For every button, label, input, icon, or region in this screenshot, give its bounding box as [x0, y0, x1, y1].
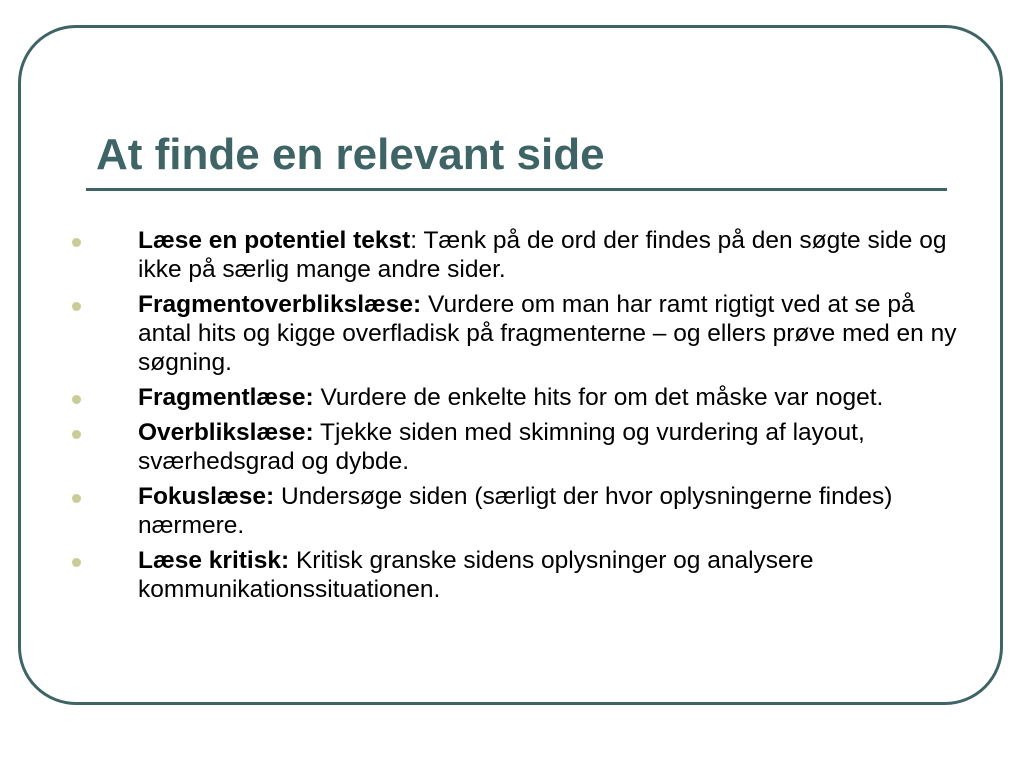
bullet-dot-icon [72, 395, 81, 404]
bullet-list [70, 226, 970, 610]
bullet-dot-icon [72, 558, 81, 567]
bullet-term: Fragmentlæse: [138, 384, 314, 411]
bullet-dot-icon [72, 238, 81, 247]
bullet-text: Vurdere om man har ramt rigtigt ved at se på antal hits og kigge overfladisk på fragmenterne – og ellers prøve med en ny søgning. [138, 291, 957, 376]
slide-title: At finde en relevant side [96, 130, 605, 179]
bullet-item [70, 383, 970, 412]
bullet-text: Kritisk granske sidens oplysninger og analysere kommunikationssituationen. [138, 547, 814, 603]
bullet-term: Fokuslæse: [138, 483, 275, 510]
bullet-dot-icon [72, 430, 81, 439]
bullet-item [70, 226, 970, 284]
title-underline [86, 188, 947, 191]
bullet-text: Vurdere de enkelte hits for om det måske var noget. [313, 384, 884, 411]
bullet-dot-icon [72, 494, 81, 503]
bullet-item [70, 418, 970, 476]
bullet-text: : Tænk på de ord der findes på den søgte side og ikke på særlig mange andre sider. [138, 227, 947, 283]
bullet-item [70, 290, 970, 377]
bullet-dot-icon [72, 302, 81, 311]
bullet-term: Læse en potentiel tekst [138, 227, 411, 254]
bullet-text: Undersøge siden (særligt der hvor oplysningerne findes) nærmere. [138, 483, 893, 539]
bullet-item [70, 482, 970, 540]
bullet-term: Overblikslæse: [138, 419, 314, 446]
bullet-term: Fragmentoverblikslæse: [138, 291, 422, 318]
bullet-text: Tjekke siden med skimning og vurdering af layout, sværhedsgrad og dybde. [138, 419, 865, 475]
bullet-item [70, 546, 970, 604]
bullet-term: Læse kritisk: [138, 547, 290, 574]
